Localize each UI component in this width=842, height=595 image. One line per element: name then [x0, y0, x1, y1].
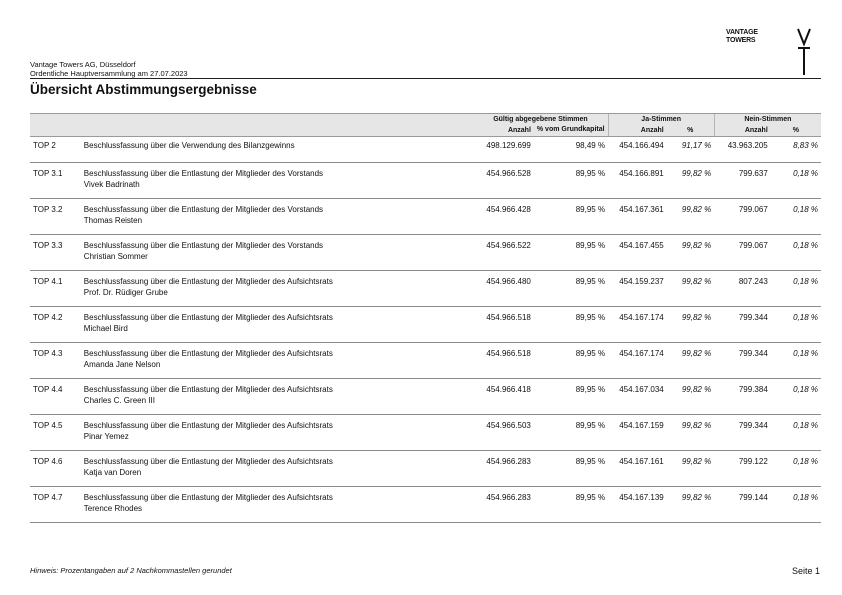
- company-name: Vantage Towers AG, Düsseldorf: [30, 60, 136, 69]
- valid-votes-count: 454.966.518: [473, 343, 534, 379]
- vt-logo-mark-icon: [797, 28, 811, 76]
- page-number: Seite 1: [791, 566, 820, 576]
- valid-votes-count: 454.966.522: [473, 235, 534, 271]
- yes-votes-count: 454.167.159: [608, 415, 667, 451]
- agenda-item: TOP 4.5: [30, 415, 81, 451]
- logo-line-1: VANTAGE: [726, 29, 758, 36]
- yes-votes-pct: 99,82 %: [667, 271, 714, 307]
- table-row: [30, 235, 821, 271]
- resolution-person: Christian Sommer: [83, 251, 148, 261]
- agenda-item: TOP 2: [30, 137, 81, 163]
- agenda-item: TOP 4.7: [30, 487, 81, 523]
- resolution-person: Prof. Dr. Rüdiger Grube: [83, 287, 168, 297]
- no-votes-count: 799.344: [714, 415, 771, 451]
- yes-votes-count: 454.167.361: [608, 199, 667, 235]
- table-row: [30, 271, 821, 307]
- table-column-header: [30, 125, 821, 137]
- valid-votes-capital-pct: 89,95 %: [534, 235, 608, 271]
- no-votes-pct: 0,18 %: [771, 271, 821, 307]
- valid-votes-count: 454.966.503: [473, 415, 534, 451]
- resolution-description: [81, 379, 474, 415]
- valid-votes-count: 454.966.418: [473, 379, 534, 415]
- resolution-text: Beschlussfassung über die Entlastung der Mitglieder des Aufsichtsrats: [83, 385, 333, 394]
- yes-votes-count: 454.167.174: [608, 307, 667, 343]
- table-group-header: [30, 114, 821, 126]
- agenda-item: TOP 4.4: [30, 379, 81, 415]
- table-row: [30, 199, 821, 235]
- yes-votes-count: 454.167.174: [608, 343, 667, 379]
- valid-votes-count: 454.966.428: [473, 199, 534, 235]
- valid-votes-capital-pct: 89,95 %: [534, 451, 608, 487]
- no-votes-pct: 0,18 %: [771, 379, 821, 415]
- valid-votes-capital-pct: 89,95 %: [534, 487, 608, 523]
- resolution-text: Beschlussfassung über die Verwendung des Bilanzgewinns: [83, 141, 295, 150]
- vantage-towers-logo: [726, 29, 758, 44]
- valid-votes-count: 454.966.480: [473, 271, 534, 307]
- table-row: [30, 415, 821, 451]
- table-row: [30, 343, 821, 379]
- agenda-item: TOP 3.2: [30, 199, 81, 235]
- valid-votes-count: 454.966.528: [473, 163, 534, 199]
- no-votes-pct: 0,18 %: [771, 343, 821, 379]
- no-votes-count: 799.067: [714, 199, 771, 235]
- no-votes-count: 799.384: [714, 379, 771, 415]
- page-title: Übersicht Abstimmungsergebnisse: [30, 82, 257, 97]
- resolution-text: Beschlussfassung über die Entlastung der Mitglieder des Aufsichtsrats: [83, 493, 333, 502]
- resolution-description: [81, 235, 474, 271]
- yes-votes-pct: 99,82 %: [667, 415, 714, 451]
- resolution-person: Katja van Doren: [83, 467, 142, 477]
- table-row: [30, 487, 821, 523]
- agenda-item: TOP 3.3: [30, 235, 81, 271]
- no-votes-pct: 8,83 %: [771, 137, 821, 163]
- yes-votes-pct: 99,82 %: [667, 199, 714, 235]
- resolution-text: Beschlussfassung über die Entlastung der Mitglieder des Aufsichtsrats: [83, 277, 333, 286]
- valid-votes-capital-pct: 89,95 %: [534, 307, 608, 343]
- table-row: [30, 307, 821, 343]
- col-pct-no: %: [771, 125, 821, 137]
- resolution-person: Thomas Reisten: [83, 215, 143, 225]
- resolution-text: Beschlussfassung über die Entlastung der Mitglieder des Vorstands: [83, 241, 324, 250]
- resolution-description: [81, 343, 474, 379]
- yes-votes-count: 454.166.494: [608, 137, 667, 163]
- table-row: [30, 379, 821, 415]
- col-pct-yes: %: [667, 125, 714, 137]
- table-row: [30, 163, 821, 199]
- meeting-name: Ordentliche Hauptversammlung am 27.07.2023: [30, 69, 188, 78]
- resolution-description: [81, 487, 474, 523]
- no-votes-count: 807.243: [714, 271, 771, 307]
- header-divider: [30, 78, 821, 79]
- yes-votes-count: 454.167.034: [608, 379, 667, 415]
- no-votes-pct: 0,18 %: [771, 415, 821, 451]
- yes-votes-pct: 99,82 %: [667, 307, 714, 343]
- valid-votes-capital-pct: 89,95 %: [534, 415, 608, 451]
- resolution-description: [81, 307, 474, 343]
- yes-votes-count: 454.167.455: [608, 235, 667, 271]
- no-votes-count: 43.963.205: [714, 137, 771, 163]
- logo-line-2: TOWERS: [726, 36, 756, 44]
- agenda-item: TOP 4.2: [30, 307, 81, 343]
- valid-votes-count: 454.966.518: [473, 307, 534, 343]
- no-votes-pct: 0,18 %: [771, 307, 821, 343]
- table-row: [30, 451, 821, 487]
- group-valid-votes: Gültig abgegebene Stimmen: [473, 114, 608, 126]
- results-table: [30, 113, 821, 523]
- no-votes-pct: 0,18 %: [771, 199, 821, 235]
- col-anzahl-valid: Anzahl: [473, 125, 534, 137]
- resolution-person: Amanda Jane Nelson: [83, 359, 161, 369]
- yes-votes-pct: 99,82 %: [667, 451, 714, 487]
- valid-votes-capital-pct: 89,95 %: [534, 163, 608, 199]
- valid-votes-count: 454.966.283: [473, 487, 534, 523]
- no-votes-count: 799.144: [714, 487, 771, 523]
- yes-votes-count: 454.167.139: [608, 487, 667, 523]
- yes-votes-count: 454.159.237: [608, 271, 667, 307]
- resolution-person: Michael Bird: [83, 323, 128, 333]
- table-row: [30, 137, 821, 163]
- valid-votes-capital-pct: 89,95 %: [534, 271, 608, 307]
- resolution-person: Pinar Yemez: [83, 431, 129, 441]
- resolution-description: [81, 451, 474, 487]
- resolution-text: Beschlussfassung über die Entlastung der Mitglieder des Aufsichtsrats: [83, 457, 333, 466]
- no-votes-pct: 0,18 %: [771, 487, 821, 523]
- resolution-text: Beschlussfassung über die Entlastung der Mitglieder des Vorstands: [83, 169, 324, 178]
- resolution-description: [81, 199, 474, 235]
- agenda-item: TOP 4.3: [30, 343, 81, 379]
- resolution-description: [81, 163, 474, 199]
- valid-votes-capital-pct: 98,49 %: [534, 137, 608, 163]
- col-anzahl-yes: Anzahl: [608, 125, 667, 137]
- no-votes-count: 799.067: [714, 235, 771, 271]
- resolution-person: Vivek Badrinath: [83, 179, 140, 189]
- yes-votes-pct: 91,17 %: [667, 137, 714, 163]
- yes-votes-pct: 99,82 %: [667, 235, 714, 271]
- resolution-person: Terence Rhodes: [83, 503, 143, 513]
- valid-votes-capital-pct: 89,95 %: [534, 343, 608, 379]
- valid-votes-count: 498.129.699: [473, 137, 534, 163]
- no-votes-pct: 0,18 %: [771, 235, 821, 271]
- col-anzahl-no: Anzahl: [714, 125, 771, 137]
- valid-votes-count: 454.966.283: [473, 451, 534, 487]
- yes-votes-count: 454.167.161: [608, 451, 667, 487]
- no-votes-count: 799.122: [714, 451, 771, 487]
- yes-votes-pct: 99,82 %: [667, 343, 714, 379]
- yes-votes-pct: 99,82 %: [667, 379, 714, 415]
- footnote: Hinweis: Prozentangaben auf 2 Nachkommastellen gerundet: [30, 566, 232, 575]
- company-header: [30, 60, 188, 78]
- group-yes-votes: Ja-Stimmen: [608, 114, 714, 126]
- resolution-text: Beschlussfassung über die Entlastung der Mitglieder des Aufsichtsrats: [83, 349, 333, 358]
- resolution-description: [81, 415, 474, 451]
- resolution-text: Beschlussfassung über die Entlastung der Mitglieder des Aufsichtsrats: [83, 421, 333, 430]
- resolution-description: [81, 271, 474, 307]
- no-votes-count: 799.344: [714, 343, 771, 379]
- no-votes-pct: 0,18 %: [771, 451, 821, 487]
- agenda-item: TOP 4.6: [30, 451, 81, 487]
- resolution-text: Beschlussfassung über die Entlastung der Mitglieder des Aufsichtsrats: [83, 313, 333, 322]
- no-votes-count: 799.344: [714, 307, 771, 343]
- valid-votes-capital-pct: 89,95 %: [534, 379, 608, 415]
- yes-votes-pct: 99,82 %: [667, 163, 714, 199]
- resolution-text: Beschlussfassung über die Entlastung der Mitglieder des Vorstands: [83, 205, 324, 214]
- resolution-person: Charles C. Green III: [83, 395, 155, 405]
- agenda-item: TOP 4.1: [30, 271, 81, 307]
- group-no-votes: Nein-Stimmen: [714, 114, 821, 126]
- resolution-description: [81, 137, 474, 163]
- valid-votes-capital-pct: 89,95 %: [534, 199, 608, 235]
- col-pct-capital: % vom Grundkapital: [534, 125, 608, 137]
- no-votes-pct: 0,18 %: [771, 163, 821, 199]
- yes-votes-pct: 99,82 %: [667, 487, 714, 523]
- agenda-item: TOP 3.1: [30, 163, 81, 199]
- yes-votes-count: 454.166.891: [608, 163, 667, 199]
- no-votes-count: 799.637: [714, 163, 771, 199]
